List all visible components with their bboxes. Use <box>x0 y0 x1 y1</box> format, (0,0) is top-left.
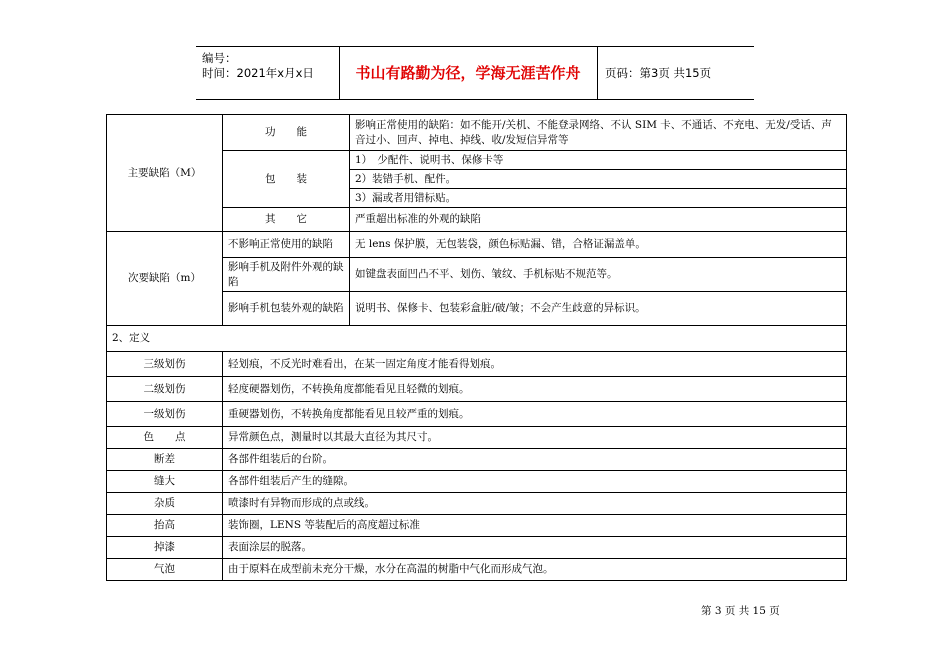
definition-term: 二级划伤 <box>107 377 223 402</box>
page-footer: 第 3 页 共 15 页 <box>701 605 780 617</box>
table-row <box>107 232 847 258</box>
time-label: 时间：2021年x月x日 <box>202 66 314 80</box>
minor-defect-label: 不影响正常使用的缺陷 <box>223 232 350 258</box>
other-desc: 严重超出标准的外观的缺陷 <box>350 208 847 232</box>
table-row <box>107 402 847 427</box>
other-label: 其 它 <box>223 208 350 232</box>
definition-desc: 由于原料在成型前未充分干燥，水分在高温的树脂中气化而形成气泡。 <box>223 559 847 581</box>
defect-table <box>106 114 847 581</box>
table-row <box>107 515 847 537</box>
definition-desc: 装饰圈，LENS 等装配后的高度超过标准 <box>223 515 847 537</box>
definition-desc: 轻度硬器划伤，不转换角度都能看见且轻微的划痕。 <box>223 377 847 402</box>
definition-desc: 重硬器划伤，不转换角度都能看见且较严重的划痕。 <box>223 402 847 427</box>
definition-term: 色 点 <box>107 427 223 449</box>
definition-desc: 异常颜色点，测量时以其最大直径为其尺寸。 <box>223 427 847 449</box>
motto-text: 书山有路勤为径，学海无涯苦作舟 <box>355 64 581 82</box>
table-row <box>107 471 847 493</box>
table-row <box>107 352 847 377</box>
header-page-cell <box>597 47 754 99</box>
definition-desc: 轻划痕，不反光时难看出，在某一固定角度才能看得划痕。 <box>223 352 847 377</box>
packaging-label: 包 装 <box>223 151 350 208</box>
page-header <box>196 46 754 100</box>
minor-defect-desc: 无 lens 保护膜，无包装袋，颜色标贴漏、错，合格证漏盖单。 <box>350 232 847 258</box>
definition-desc: 各部件组装后产生的缝隙。 <box>223 471 847 493</box>
definition-term: 气泡 <box>107 559 223 581</box>
function-desc: 影响正常使用的缺陷：如不能开/关机、不能登录网络、不认 SIM 卡、不通话、不充电、无发/受话、声音过小、回声、掉电、掉线、收/发短信异常等 <box>350 115 847 151</box>
table-row <box>107 559 847 581</box>
table-row <box>107 493 847 515</box>
table-row <box>107 377 847 402</box>
definition-term: 杂质 <box>107 493 223 515</box>
definition-term: 缝大 <box>107 471 223 493</box>
table-row <box>107 427 847 449</box>
definition-desc: 各部件组装后的台阶。 <box>223 449 847 471</box>
number-label: 编号： <box>202 51 237 65</box>
minor-defect-desc: 说明书、保修卡、包装彩盒脏/破/皱；不会产生歧意的异标识。 <box>350 292 847 326</box>
definition-desc: 表面涂层的脱落。 <box>223 537 847 559</box>
table-row <box>107 537 847 559</box>
header-motto-cell <box>339 47 598 99</box>
definition-term: 抬高 <box>107 515 223 537</box>
definition-term: 一级划伤 <box>107 402 223 427</box>
definition-desc: 喷漆时有异物而形成的点或线。 <box>223 493 847 515</box>
packaging-item: 2）装错手机、配件。 <box>350 170 847 189</box>
header-meta-cell <box>196 47 340 99</box>
table-row <box>107 115 847 151</box>
major-defect-category: 主要缺陷（M） <box>107 115 223 232</box>
minor-defect-desc: 如键盘表面凹凸不平、划伤、皱纹、手机标贴不规范等。 <box>350 258 847 292</box>
definition-term: 断差 <box>107 449 223 471</box>
minor-defect-category: 次要缺陷（m） <box>107 232 223 326</box>
packaging-item: 3）漏或者用错标贴。 <box>350 189 847 208</box>
page-info: 页码：第3页 共15页 <box>605 66 712 80</box>
section-title: 2、定义 <box>107 326 847 352</box>
packaging-item: 1） 少配件、说明书、保修卡等 <box>350 151 847 170</box>
definition-term: 三级划伤 <box>107 352 223 377</box>
function-label: 功 能 <box>223 115 350 151</box>
table-row <box>107 449 847 471</box>
table-row <box>107 326 847 352</box>
minor-defect-label: 影响手机包装外观的缺陷 <box>223 292 350 326</box>
definition-term: 掉漆 <box>107 537 223 559</box>
minor-defect-label: 影响手机及附件外观的缺陷 <box>223 258 350 292</box>
